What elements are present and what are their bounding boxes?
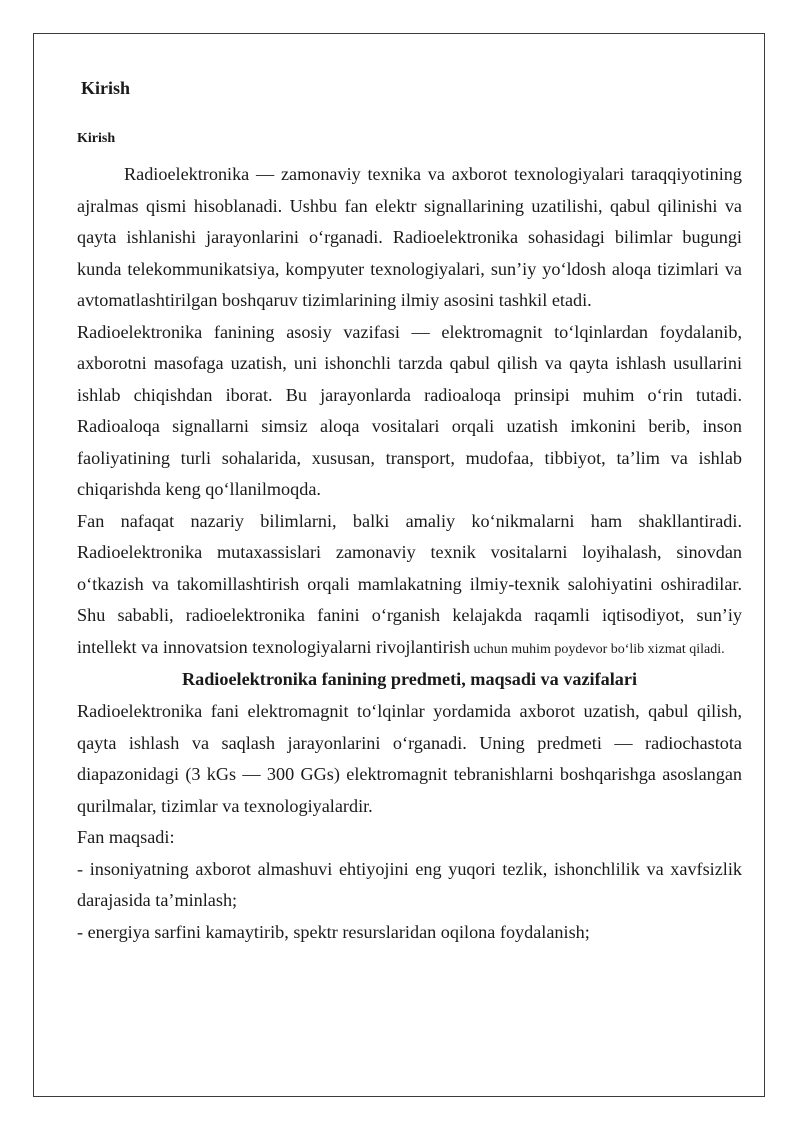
goal-item-1: - insoniyatning axborot almashuvi ehtiyojini eng yuqori tezlik, ishonchlilik va xavfsizlik darajasida ta’minlash; (77, 858, 742, 910)
document-body (77, 72, 742, 948)
intro-paragraph-3-tail: uchun muhim poydevor bo‘lib xizmat qiladi. (469, 641, 725, 657)
intro-paragraph-3-main: Fan nafaqat nazariy bilimlarni, balki amaliy ko‘nikmalarni ham shakllantiradi. Radioelektronika mutaxassislari zamonaviy texnik vositalarni loyihalash, sinovdan o‘tkazish va takomillashtirish orqali mamlakatning ilmiy-texnik salohiyatini oshiradilar. Shu sababli, radioelektronika fanini o‘rganish kelajakda raqamli iqtisodiyot, sun’iy intellekt va innovatsion texnologiyalarni rivojlantirish (77, 510, 742, 657)
page-title: Kirish (81, 78, 131, 98)
section-title: Radioelektronika fanining predmeti, maqsadi va vazifalari (181, 669, 638, 689)
intro-paragraph-2: Radioelektronika fanining asosiy vazifasi — elektromagnit to‘lqinlardan foydalanib, axborotni masofaga uzatish, uni ishonchli tarzda qabul qilish va qayta ishlash usullarini ishlab chiqishdan iborat. Bu jarayonlarda radioaloqa prinsipi muhim o‘rin tutadi. Radioaloqa signallarni simsiz aloqa vositalari orqali uzatish imkonini berib, inson faoliyatining turli sohalarida, xususan, transport, mudofaa, tibbiyot, ta’lim va ishlab chiqarishda keng qo‘llanilmoqda. (77, 321, 742, 499)
intro-paragraph-3 (77, 506, 742, 666)
section-subheading: Kirish (77, 131, 116, 146)
section-paragraph: Radioelektronika fani elektromagnit to‘lqinlar yordamida axborot uzatish, qabul qilish, qayta ishlash va saqlash jarayonlarini o‘rganadi. Uning predmeti — radiochastota diapazonidagi (3 kGs — 300 GGs) elektromagnit tebranishlarni boshqarishga asoslangan qurilmalar, tizimlar va texnologiyalardir. (77, 701, 742, 816)
goal-label: Fan maqsadi: (77, 827, 175, 847)
goal-item-2: - energiya sarfini kamaytirib, spektr resurslaridan oqilona foydalanish; (77, 921, 590, 942)
intro-paragraph-1: Radioelektronika — zamonaviy texnika va axborot texnologiyalari taraqqiyotining ajralmas qismi hisoblanadi. Ushbu fan elektr signallarining uzatilishi, qabul qilinishi va qayta ishlanishi jarayonlarini o‘rganadi. Radioelektronika sohasidagi bilimlar bugungi kunda telekommunikatsiya, kompyuter texnologiyalari, sun’iy yo‘ldosh aloqa tizimlari va avtomatlashtirilgan boshqaruv tizimlarining ilmiy asosini tashkil etadi. (77, 164, 742, 310)
